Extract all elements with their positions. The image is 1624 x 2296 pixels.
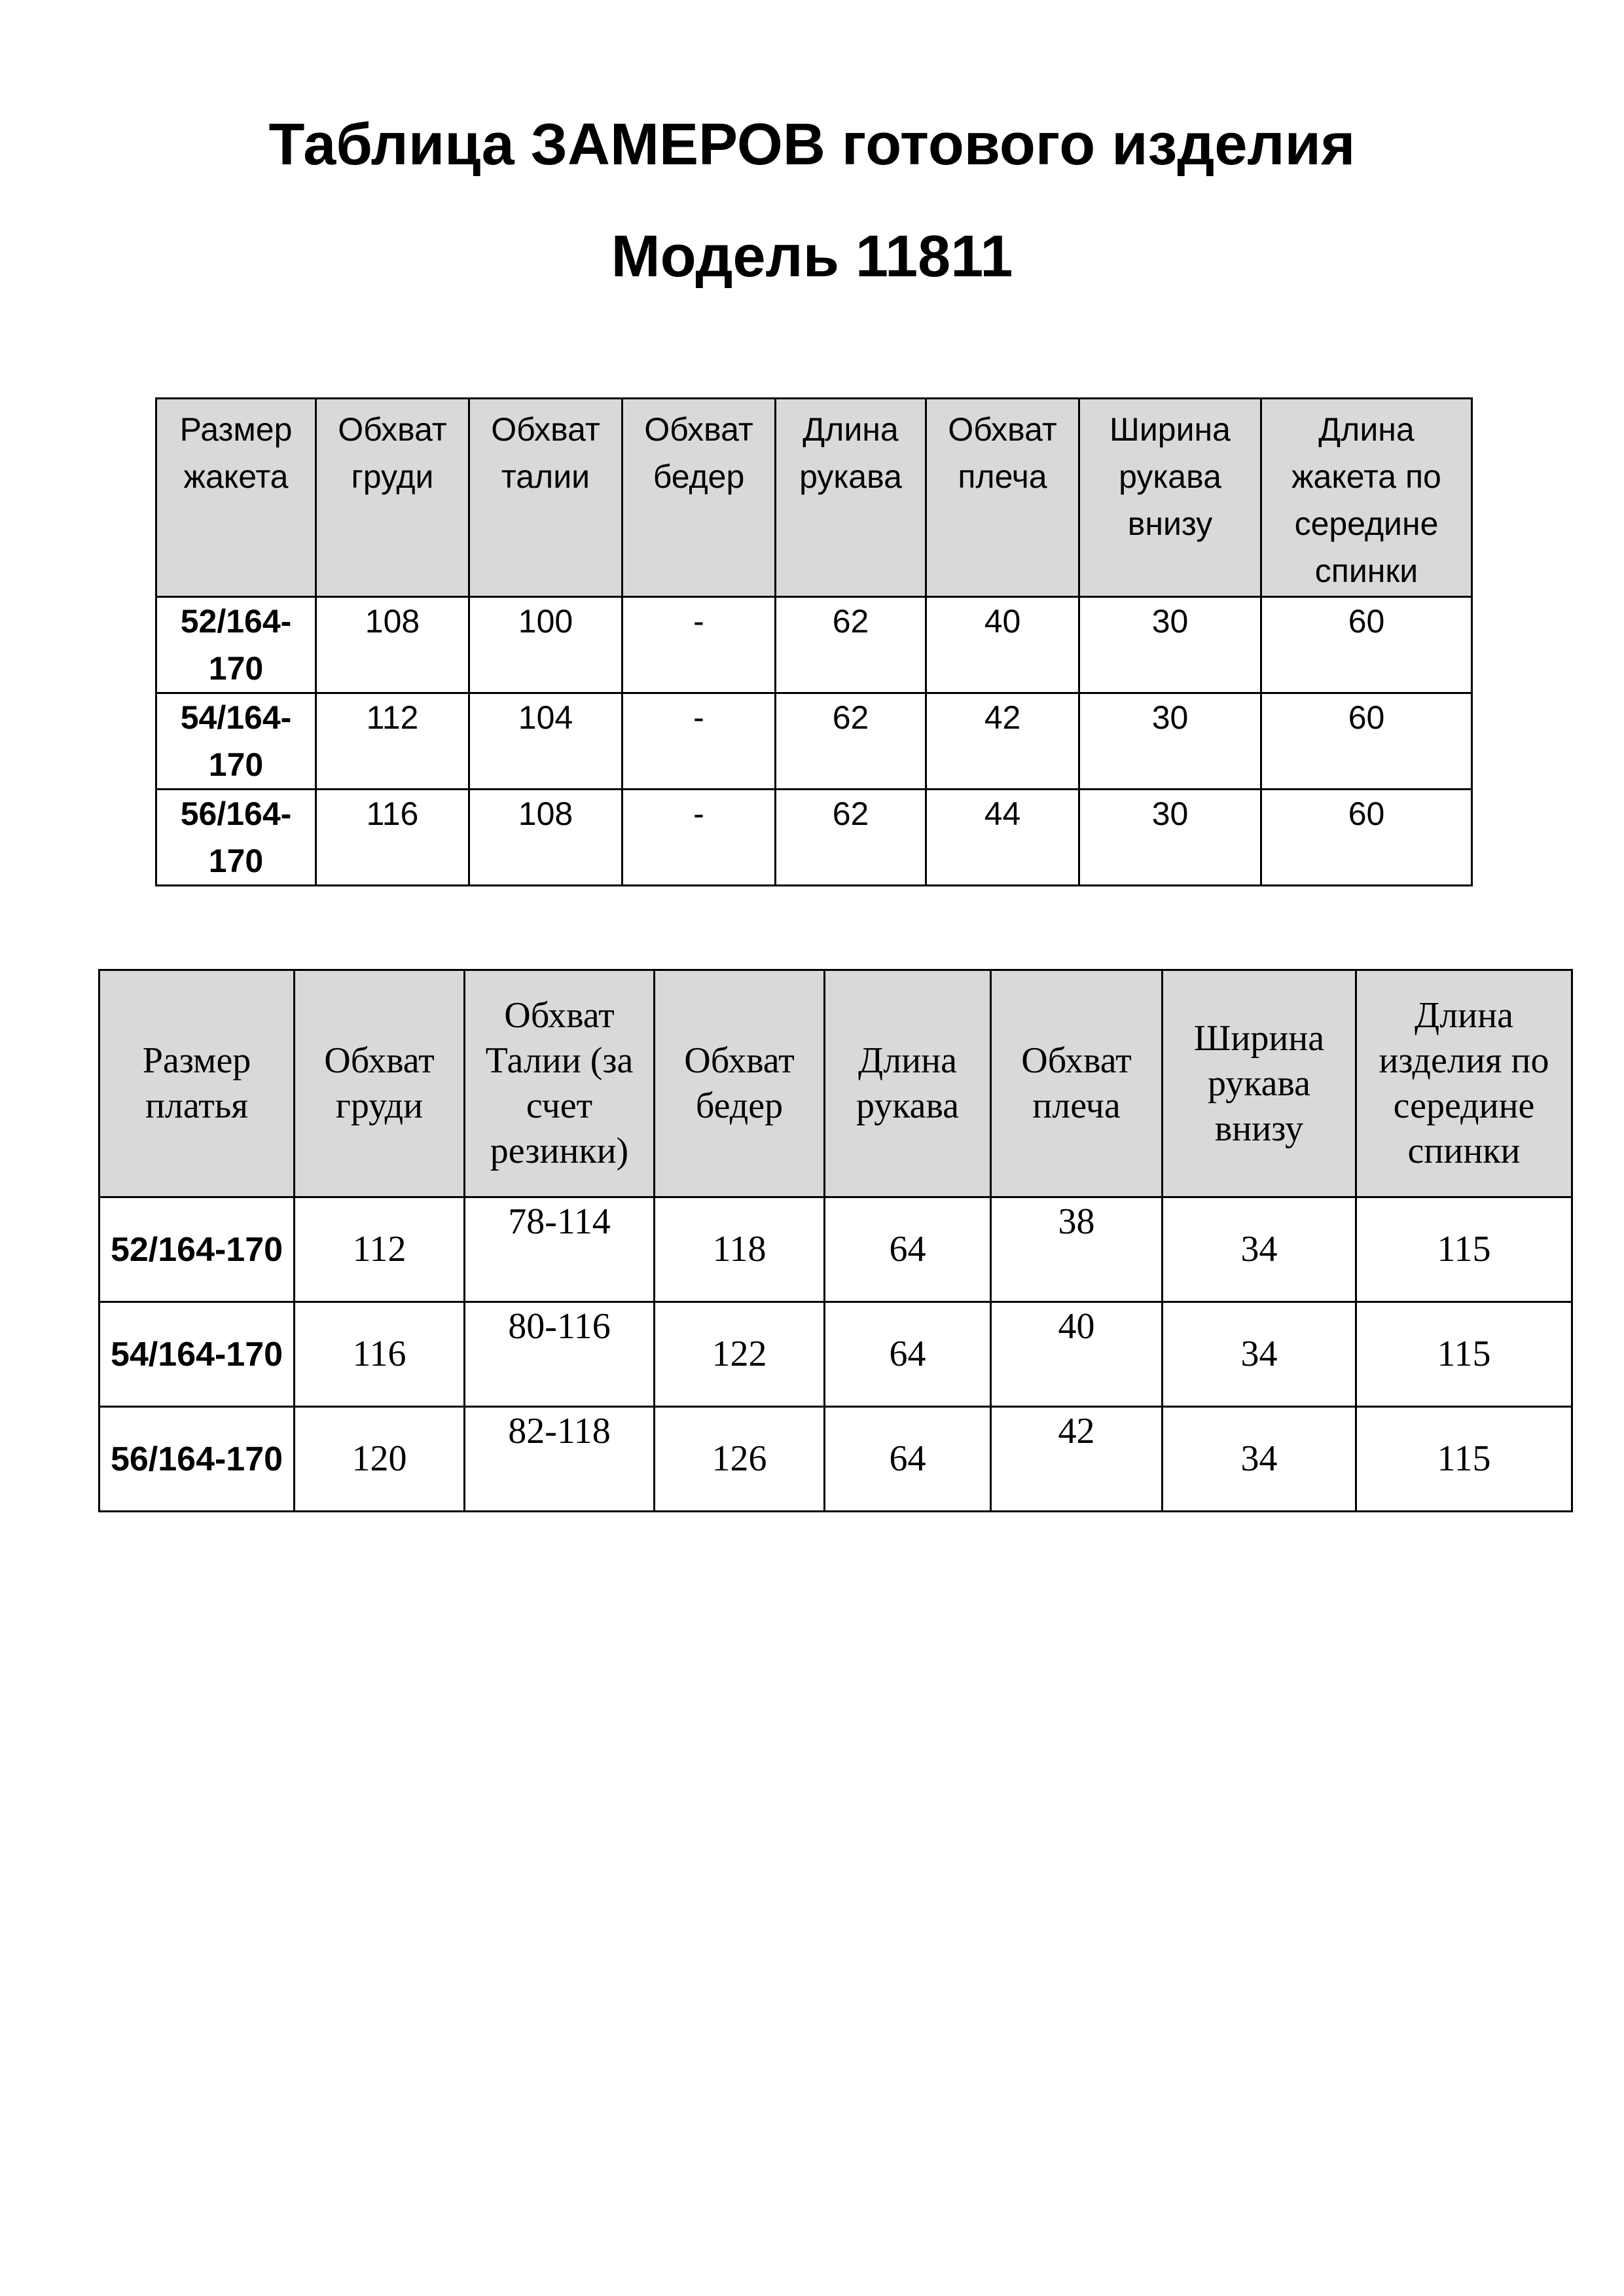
table-row [156,597,1472,693]
table-cell: 44 [926,790,1079,886]
table-cell: 82-118 [465,1407,655,1512]
table-header-row [99,970,1572,1197]
table-cell: - [623,693,776,790]
header-cell: Ширина рукава внизу [1079,399,1261,597]
page-title: Таблица ЗАМЕРОВ готового изделия [268,112,1356,177]
table-cell: 64 [825,1407,991,1512]
table-cell: 60 [1261,790,1472,886]
table-cell: 30 [1079,597,1261,693]
table-cell: 64 [825,1302,991,1407]
table-cell: 62 [776,790,926,886]
header-cell: Обхват бедер [623,399,776,597]
table-cell: 38 [991,1197,1163,1302]
header-cell: Обхват бедер [655,970,825,1197]
header-cell: Обхват плеча [991,970,1163,1197]
header-cell: Длина изделия по середине спинки [1356,970,1572,1197]
size-cell: 52/164-170 [156,597,316,693]
table-cell: 60 [1261,693,1472,790]
header-cell: Длина рукава [825,970,991,1197]
table-cell: 116 [316,790,469,886]
table-cell: 126 [655,1407,825,1512]
table-cell: 42 [926,693,1079,790]
size-cell: 56/164-170 [156,790,316,886]
size-cell: 54/164-170 [99,1302,295,1407]
table-cell: 34 [1163,1407,1356,1512]
table-cell: 60 [1261,597,1472,693]
table-cell: 62 [776,693,926,790]
table-cell: 34 [1163,1302,1356,1407]
header-cell: Обхват плеча [926,399,1079,597]
table-cell: 118 [655,1197,825,1302]
size-cell: 56/164-170 [99,1407,295,1512]
table-cell: 78-114 [465,1197,655,1302]
header-cell: Длина рукава [776,399,926,597]
table-cell: 120 [295,1407,465,1512]
table-cell: - [623,597,776,693]
table-cell: 108 [469,790,623,886]
header-cell: Обхват талии [469,399,623,597]
header-cell: Обхват груди [295,970,465,1197]
header-cell: Размер жакета [156,399,316,597]
table-cell: 42 [991,1407,1163,1512]
size-cell: 52/164-170 [99,1197,295,1302]
header-cell: Размер платья [99,970,295,1197]
table-cell: - [623,790,776,886]
table-cell: 108 [316,597,469,693]
table-cell: 112 [316,693,469,790]
table-cell: 40 [991,1302,1163,1407]
table-cell: 116 [295,1302,465,1407]
table-cell: 34 [1163,1197,1356,1302]
table-cell: 115 [1356,1407,1572,1512]
header-cell: Обхват Талии (за счет резинки) [465,970,655,1197]
table-cell: 30 [1079,693,1261,790]
header-cell: Обхват груди [316,399,469,597]
table-row [99,1197,1572,1302]
table-row [156,693,1472,790]
table-cell: 30 [1079,790,1261,886]
table-row [156,790,1472,886]
table-cell: 40 [926,597,1079,693]
header-cell: Длина жакета по середине спинки [1261,399,1472,597]
header-cell: Ширина рукава внизу [1163,970,1356,1197]
table-cell: 100 [469,597,623,693]
table-cell: 112 [295,1197,465,1302]
table-cell: 64 [825,1197,991,1302]
table-cell: 115 [1356,1197,1572,1302]
jacket-measurements-table [155,397,1473,886]
size-cell: 54/164-170 [156,693,316,790]
table-row [99,1407,1572,1512]
table-cell: 104 [469,693,623,790]
table-cell: 122 [655,1302,825,1407]
table-header-row [156,399,1472,597]
table-cell: 62 [776,597,926,693]
dress-measurements-table [98,969,1573,1512]
model-title: Модель 11811 [611,224,1013,289]
table-row [99,1302,1572,1407]
table-cell: 115 [1356,1302,1572,1407]
table-cell: 80-116 [465,1302,655,1407]
